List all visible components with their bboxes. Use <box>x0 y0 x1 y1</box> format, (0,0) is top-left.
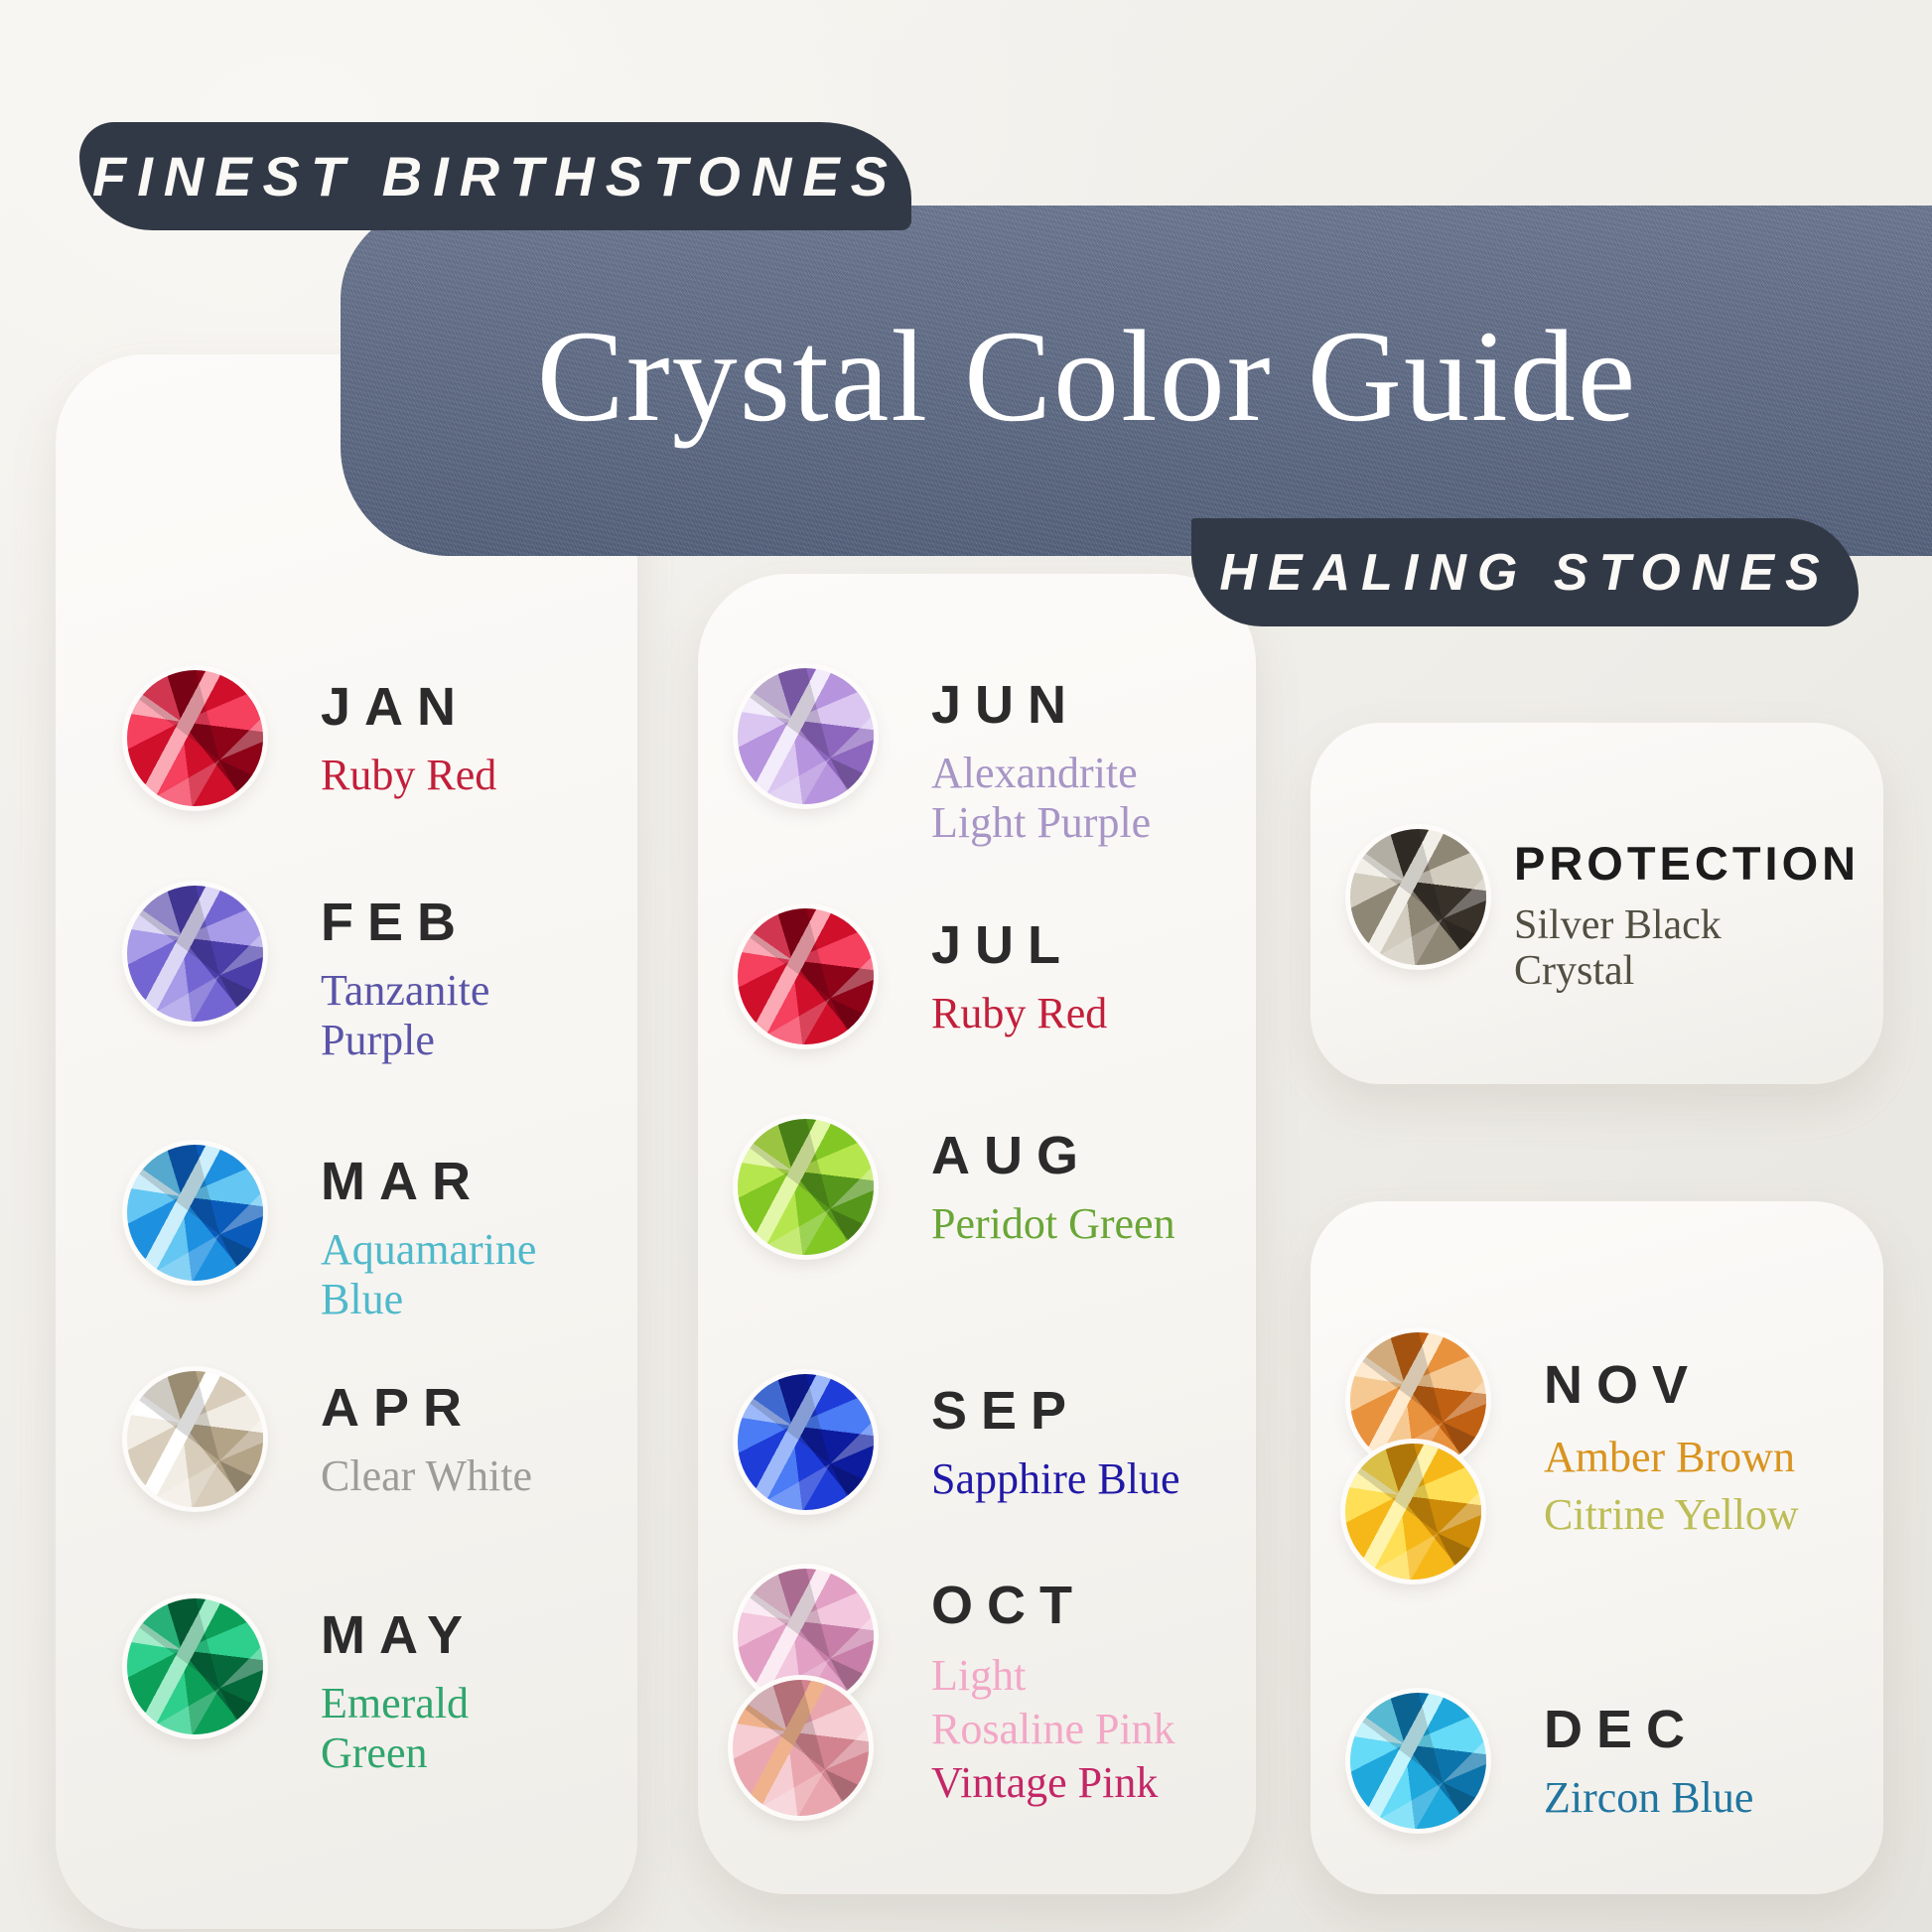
color-name <box>321 1225 536 1324</box>
month-label: OCT <box>931 1576 1086 1635</box>
birthstone-info <box>931 1127 1175 1249</box>
peridot-gem-photo <box>738 1119 874 1255</box>
color-name-line: Sapphire Blue <box>931 1454 1180 1503</box>
color-name-line: Light <box>931 1651 1027 1700</box>
birthstone-info <box>1544 1701 1753 1823</box>
month-label: MAY <box>321 1605 478 1665</box>
birthstone-info <box>321 1379 532 1501</box>
month-label: NOV <box>1544 1355 1703 1415</box>
silver-black-crystal-gem-photo <box>1350 829 1486 965</box>
color-name-line: Crystal <box>1514 948 1635 994</box>
color-name-line: Tanzanite <box>321 966 490 1015</box>
finest-birthstones-badge <box>79 122 911 230</box>
aquamarine-gem-photo <box>127 1145 263 1281</box>
color-name <box>1544 1773 1753 1823</box>
color-name <box>321 751 496 800</box>
color-name <box>321 1679 477 1778</box>
color-name-line: Emerald <box>321 1679 470 1727</box>
month-label: MAR <box>321 1152 484 1211</box>
birthstone-info <box>321 1153 536 1324</box>
month-label: DEC <box>1544 1700 1700 1759</box>
birthstone-info <box>931 1382 1180 1504</box>
color-name-line: Ruby Red <box>931 989 1108 1037</box>
month-label: FEB <box>321 893 470 952</box>
month-label: JAN <box>321 677 471 737</box>
color-name-line: Purple <box>321 1016 435 1064</box>
color-name-line: Peridot Green <box>931 1199 1175 1248</box>
clear-crystal-gem-photo <box>127 1371 263 1507</box>
birthstone-info <box>931 676 1151 848</box>
citrine-gem-photo <box>1345 1444 1481 1580</box>
month-label: JUL <box>931 915 1075 975</box>
color-name-line: Rosaline Pink <box>931 1705 1175 1753</box>
color-name <box>321 1451 532 1501</box>
color-name-line: Alexandrite <box>931 749 1138 797</box>
protection-info <box>1514 837 1860 994</box>
birthstone-info <box>321 1606 477 1778</box>
color-name-line: Clear White <box>321 1451 532 1500</box>
color-name <box>931 1199 1175 1249</box>
ruby-gem-photo <box>738 908 874 1044</box>
color-name-line: Blue <box>321 1275 404 1323</box>
ruby-gem-photo <box>127 670 263 806</box>
tanzanite-gem-photo <box>127 886 263 1022</box>
birthstone-info <box>321 894 489 1065</box>
color-name-line: Ruby Red <box>321 751 497 799</box>
color-name <box>931 1454 1180 1504</box>
healing-stones-label: HEALING STONES <box>1219 543 1831 602</box>
color-name <box>931 989 1107 1038</box>
color-name-line: Silver Black <box>1514 902 1722 948</box>
page-title: Crystal Color Guide <box>536 303 1638 449</box>
color-name-line: Green <box>321 1728 428 1777</box>
birthstone-info <box>1544 1356 1799 1544</box>
emerald-gem-photo <box>127 1598 263 1734</box>
color-name <box>1544 1429 1799 1544</box>
color-name <box>931 749 1151 848</box>
vintage-pink-gem-photo <box>733 1680 869 1816</box>
color-name <box>931 1649 1175 1810</box>
color-name-line: Vintage Pink <box>931 1758 1159 1807</box>
month-label: APR <box>321 1378 477 1438</box>
color-name-line: Zircon Blue <box>1544 1773 1754 1822</box>
alexandrite-gem-photo <box>738 668 874 804</box>
color-name-line: Citrine Yellow <box>1544 1490 1799 1539</box>
protection-label: PROTECTION <box>1514 837 1861 890</box>
color-name <box>321 966 489 1065</box>
healing-stones-badge <box>1191 518 1859 626</box>
color-name <box>1514 902 1860 994</box>
color-name-line: Amber Brown <box>1544 1433 1795 1481</box>
birthstone-info <box>931 916 1107 1038</box>
zircon-gem-photo <box>1350 1693 1486 1829</box>
finest-birthstones-label: FINEST BIRTHSTONES <box>91 145 898 207</box>
sapphire-gem-photo <box>738 1374 874 1510</box>
month-label: AUG <box>931 1126 1092 1185</box>
birthstone-info <box>321 678 496 800</box>
month-label: JUN <box>931 675 1081 735</box>
birthstone-info <box>931 1577 1175 1810</box>
color-name-line: Light Purple <box>931 798 1152 847</box>
month-label: SEP <box>931 1381 1081 1441</box>
color-name-line: Aquamarine <box>321 1225 537 1274</box>
